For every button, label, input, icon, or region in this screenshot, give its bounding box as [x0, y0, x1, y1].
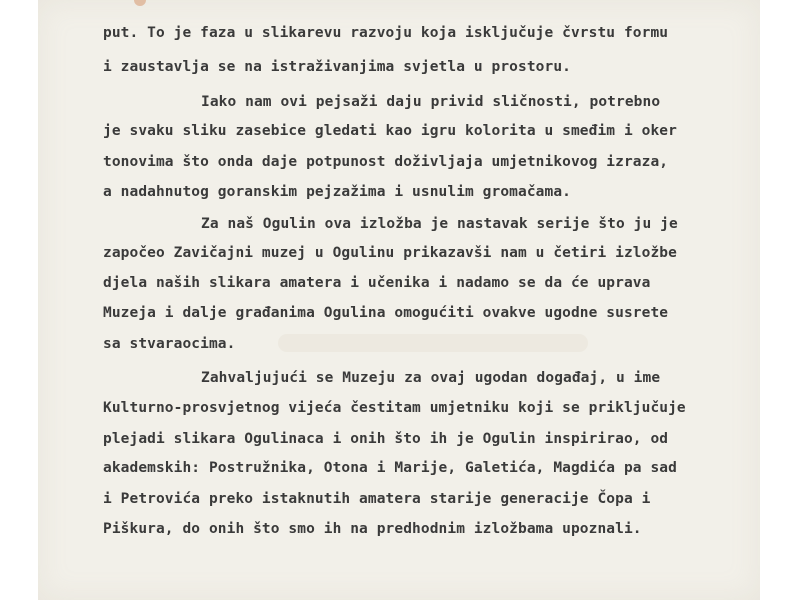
paper-smudge [278, 334, 588, 352]
text-line: Piškura, do onih što smo ih na predhodnim izložbama upoznali. [103, 521, 642, 537]
text-line: Kulturno-prosvjetnog vijeća čestitam umjetniku koji se priključuje [103, 400, 686, 416]
text-line: plejadi slikara Ogulinaca i onih što ih je Ogulin inspirirao, od [103, 431, 669, 447]
text-line: i zaustavlja se na istraživanjima svjetla u prostoru. [103, 59, 571, 75]
text-line: djela naših slikara amatera i učenika i nadamo se da će uprava [103, 275, 651, 291]
text-line: Muzeja i dalje građanima Ogulina omogućiti ovakve ugodne susrete [103, 305, 669, 321]
text-line: započeo Zavičajni muzej u Ogulinu prikazavši nam u četiri izložbe [103, 245, 677, 261]
text-line: a nadahnutog goranskim pejzažima i usnulim gromačama. [103, 184, 571, 200]
text-line: i Petrovića preko istaknutih amatera starije generacije Čopa i [103, 491, 651, 507]
text-line: sa stvaraocima. [103, 336, 236, 352]
text-line: je svaku sliku zasebice gledati kao igru kolorita u smeđim i oker [103, 123, 677, 139]
text-line: put. To je faza u slikarevu razvoju koja isključuje čvrstu formu [103, 25, 669, 41]
text-line: Iako nam ovi pejsaži daju privid sličnosti, potrebno [201, 94, 661, 110]
paper-sheet [38, 0, 760, 600]
text-line: tonovima što onda daje potpunost doživljaja umjetnikovog izraza, [103, 154, 669, 170]
text-line: Za naš Ogulin ova izložba je nastavak serije što ju je [201, 216, 678, 232]
text-line: akademskih: Postružnika, Otona i Marije, Galetića, Magdića pa sad [103, 460, 677, 476]
paper-stain [134, 0, 146, 6]
text-line: Zahvaljujući se Muzeju za ovaj ugodan događaj, u ime [201, 370, 661, 386]
